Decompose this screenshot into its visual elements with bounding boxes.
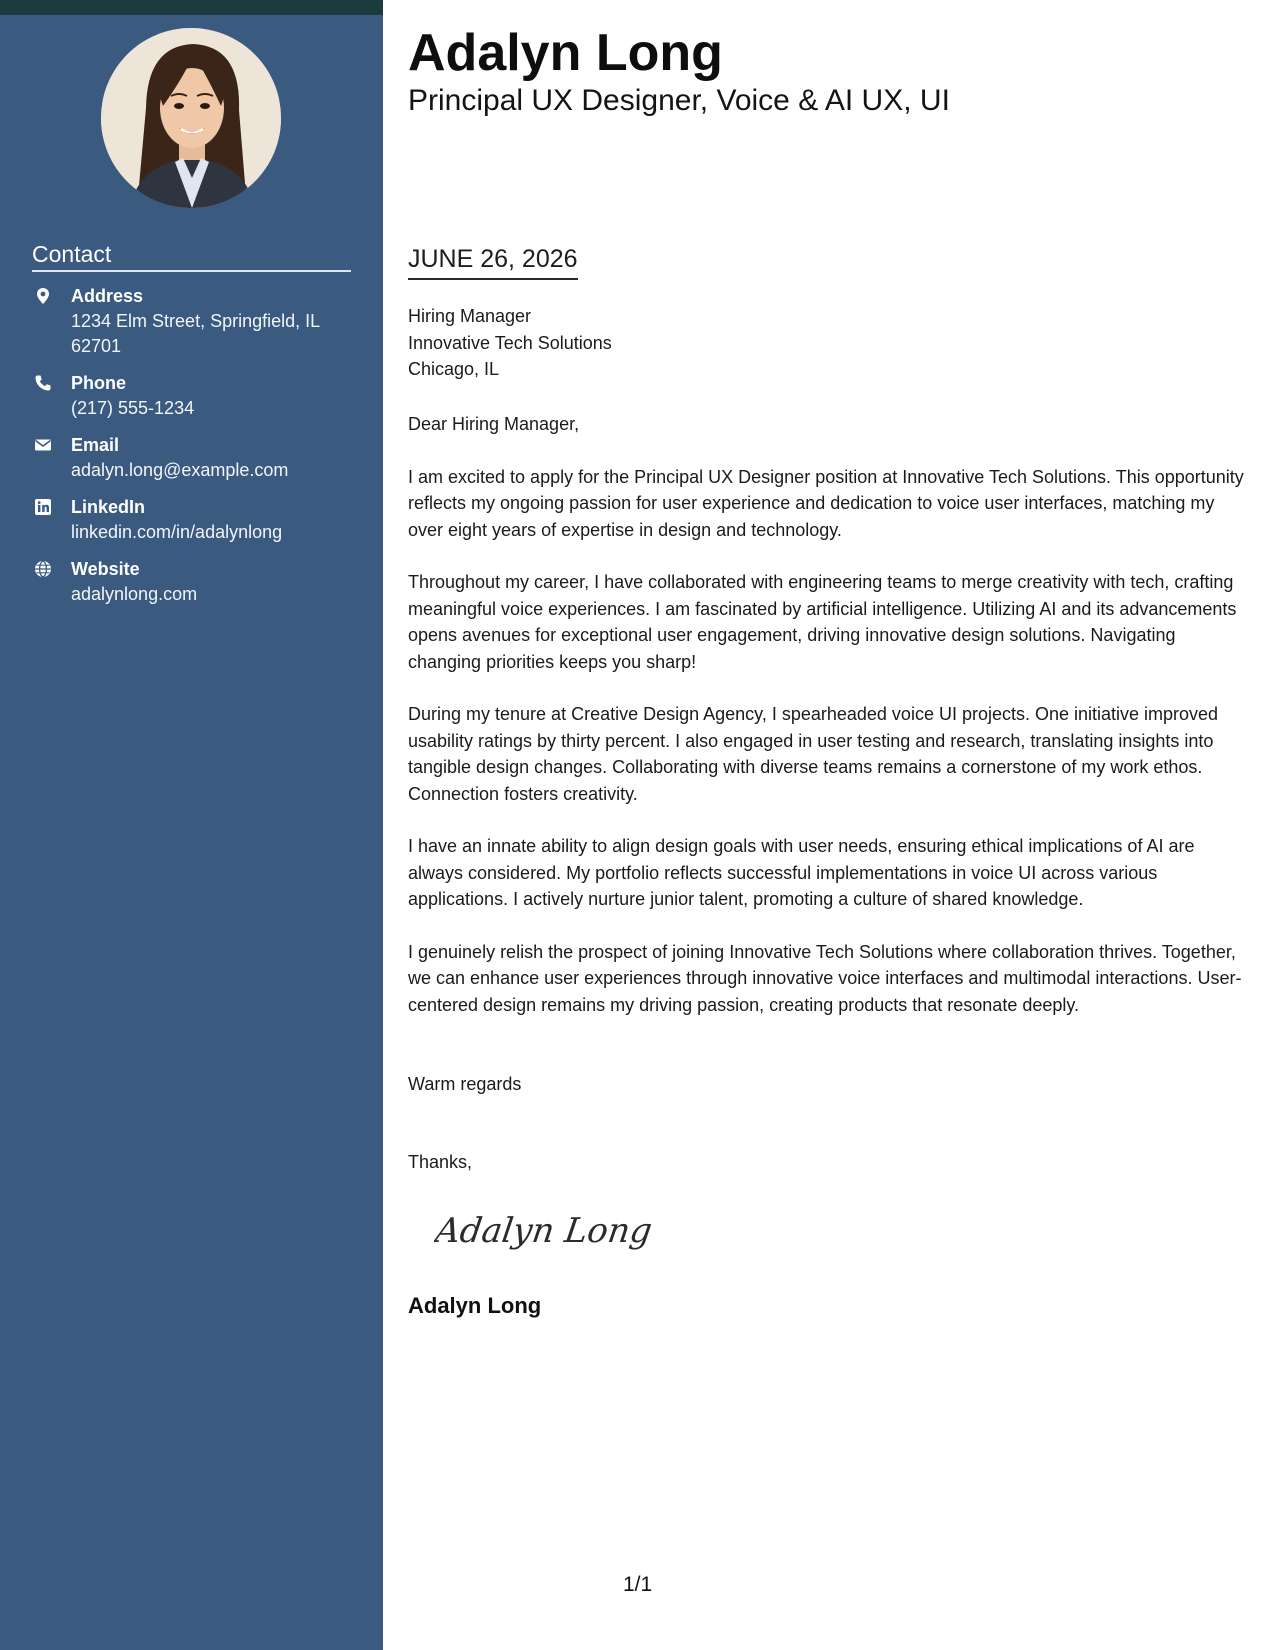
profile-photo [101,28,281,208]
contact-label: LinkedIn [71,497,146,517]
contact-linkedin [32,495,362,545]
thanks-line: Thanks, [408,1152,473,1172]
letter-paragraph: During my tenure at Creative Design Agency, I spearheaded voice UI projects. One initiative improved usability ratings by thirty percent. I also engaged in user testing and research, translating insights into tangible design changes. Collaborating with diverse teams remains a cornerstone of my work ethos. Connection fosters creativity. [408,704,1219,804]
envelope-icon [34,436,52,454]
recipient-company: Innovative Tech Solutions [408,332,612,353]
contact-label: Website [71,559,140,579]
svg-text:Adalyn Long: Adalyn Long [434,1211,654,1251]
contact-value: adalyn.long@example.com [71,460,289,480]
candidate-headline: Principal UX Designer, Voice & AI UX, UI [408,84,950,117]
sidebar [0,0,383,1650]
contact-email [32,433,362,483]
contact-label: Address [71,286,144,306]
contact-label: Email [71,435,120,455]
letter-paragraph: I genuinely relish the prospect of joining Innovative Tech Solutions where collaboration thrives. Together, we can enhance user experiences through innovative voice interfaces and multimodal interactions. User-centered design remains my driving passion, creating products that resonate deeply. [408,942,1242,1015]
contact-value: (217) 555-1234 [71,398,195,418]
letter-body [408,411,1248,1045]
letter-paragraph: I have an innate ability to align design goals with user needs, ensuring ethical implications of AI are always considered. My portfolio reflects successful implementations in voice UI across various applications. I actively nurture junior talent, promoting a culture of shared knowledge. [408,836,1195,910]
contact-list [32,284,362,619]
recipient-location: Chicago, IL [408,359,500,379]
contact-value: linkedin.com/in/adalynlong [71,522,283,542]
salutation: Dear Hiring Manager, [408,414,580,434]
contact-value: 1234 Elm Street, Springfield, IL 62701 [71,311,320,356]
phone-icon [34,374,52,392]
recipient-block [408,303,612,383]
closing: Warm regards [408,1074,522,1094]
letter-paragraph: I am excited to apply for the Principal UX Designer position at Innovative Tech Solutions. This opportunity reflects my ongoing passion for user experience and dedication to voice user interfaces, matching my over eight years of expertise in design and technology. [408,466,1244,540]
contact-phone [32,371,362,421]
letter-paragraph: Throughout my career, I have collaborated with engineering teams to merge creativity with tech, crafting meaningful voice experiences. I am fascinated by artificial intelligence. Utilizing AI and its advancements opens avenues for exceptional user engagement, driving innovative design solutions. Navigating changing priorities keeps you sharp! [408,572,1237,672]
map-pin-icon [34,287,52,305]
signature-image [434,1200,654,1260]
linkedin-icon [34,498,52,516]
contact-address [32,284,362,359]
contact-label: Phone [71,373,127,393]
letter-date: JUNE 26, 2026 [408,243,578,280]
contact-value: adalynlong.com [71,584,198,604]
signer-name: Adalyn Long [408,1293,542,1318]
page-number: 1/1 [623,1573,653,1596]
candidate-name: Adalyn Long [408,24,723,82]
globe-icon [34,560,52,578]
recipient-title: Hiring Manager [408,306,532,326]
contact-heading: Contact [32,240,351,272]
contact-website [32,557,362,607]
top-accent-strip [0,0,383,15]
